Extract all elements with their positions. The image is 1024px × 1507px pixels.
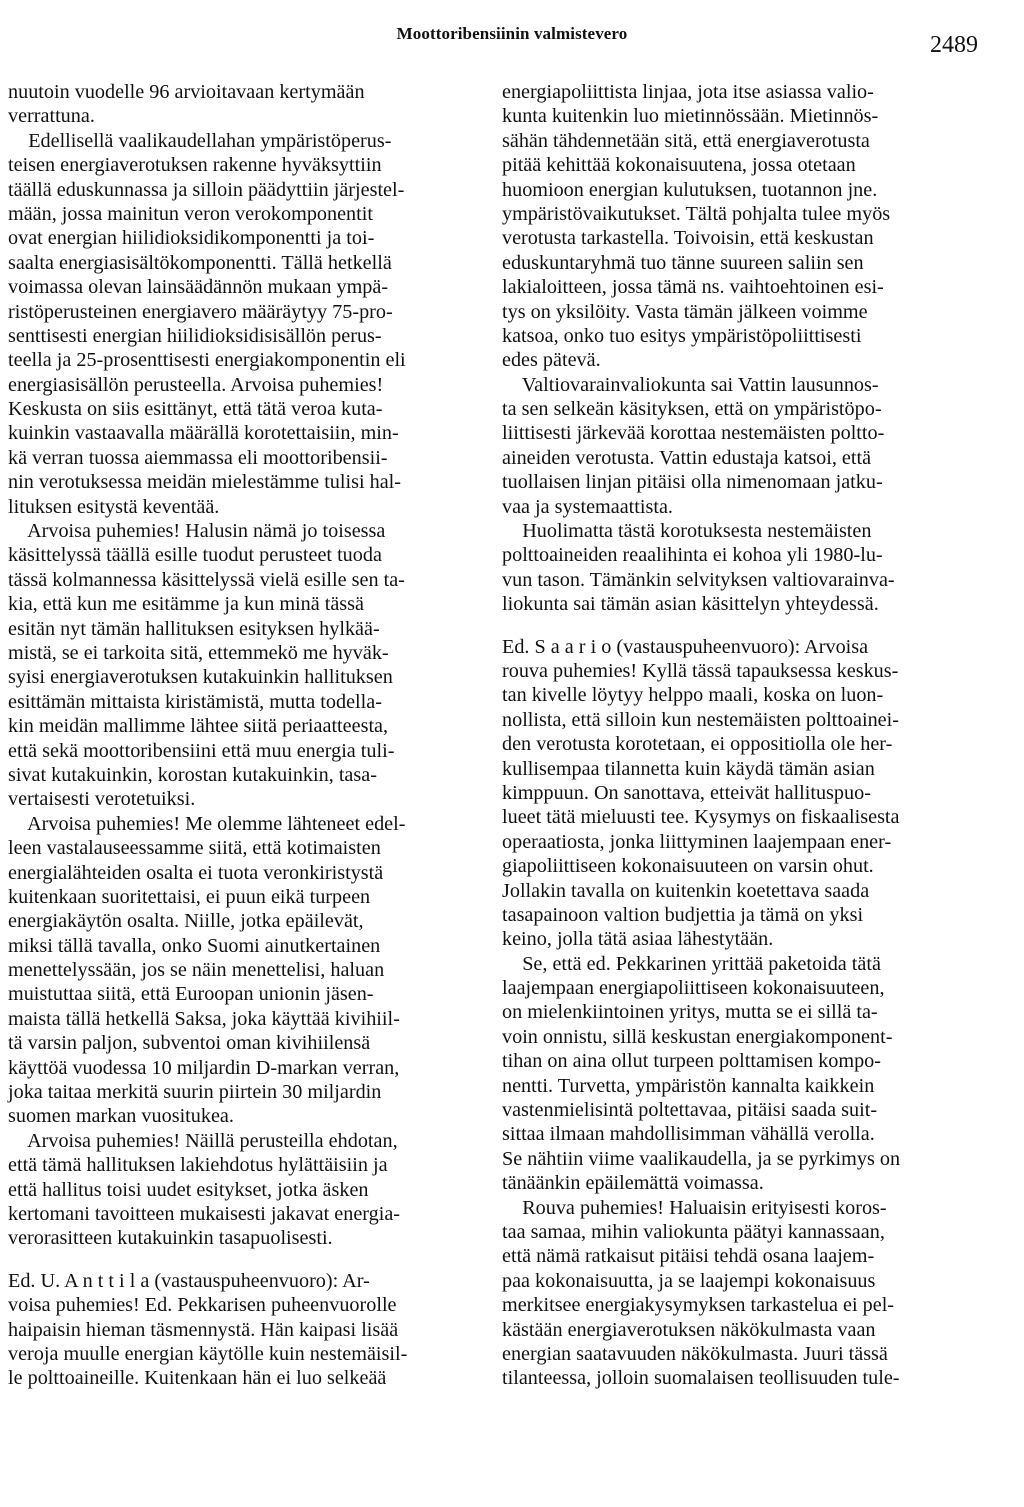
text-line: Rouva puhemies! Haluaisin erityisesti koros- (502, 1196, 887, 1219)
text-line: kuinkin vastaavalla määrällä korotettaisiin, min- (8, 422, 399, 445)
text-line: kertomani tavoitteen mukaisesti jakavat energia- (8, 1202, 401, 1225)
text-line: Ed. S a a r i o (vastauspuheenvuoro): Arvoisa (502, 635, 869, 658)
text-line: suomen markan vuositukea. (8, 1105, 234, 1128)
text-line: Arvoisa puhemies! Me olemme lähteneet edel- (8, 812, 406, 835)
text-line: ympäristövaikutukset. Tältä pohjalta tulee myös (502, 202, 891, 225)
text-line: energian saatavuuden näkökulmasta. Juuri tässä (502, 1342, 888, 1365)
text-line: huomioon energian kulutuksen, tuotannon jne. (502, 178, 878, 201)
text-line: vaa ja systemaattista. (502, 495, 673, 518)
text-line: on mielenkiintoinen yritys, mutta se ei sillä ta- (502, 1001, 878, 1024)
text-line: kia, että kun me esitämme ja kun minä tässä (8, 593, 364, 616)
text-line: nuutoin vuodelle 96 arvioitavaan kertymään (8, 81, 365, 103)
text-line: tässä kolmannessa käsittelyssä vielä esille sen ta- (8, 568, 405, 591)
text-line: tasapainoon valtion budjettia ja tämä on yksi (502, 903, 864, 926)
text-line: den verotusta korotetaan, ei oppositiolla ole her- (502, 733, 893, 756)
text-line: rouva puhemies! Kyllä tässä tapauksessa keskus- (502, 659, 899, 682)
text-line: voisa puhemies! Ed. Pekkarisen puheenvuorolle (8, 1294, 397, 1317)
text-line: taa samaa, mihin valiokunta päätyi kannassaan, (502, 1220, 885, 1243)
text-line: käsittelyssä täällä esille tuodut perusteet tuoda (8, 544, 382, 567)
text-line: käyttöä vuodessa 10 miljardin D-markan verran, (8, 1056, 400, 1079)
text-line: mään, jossa mainitun veron verokomponentit (8, 202, 373, 225)
text-line: Se, että ed. Pekkarinen yrittää paketoida tätä (502, 952, 881, 975)
text-line: sähän tähdennetään sitä, että energiaverotusta (502, 129, 870, 152)
text-line: laajempaan energiapoliittiseen kokonaisuuteen, (502, 977, 885, 1000)
text-line: sivat kutakuinkin, korostan kutakuinkin, tasa- (8, 763, 377, 786)
right-column (502, 80, 976, 1391)
text-line: kullisempaa tilannetta kuin käydä tämän asian (502, 757, 875, 780)
text-line: Edellisellä vaalikaudellahan ympäristöperus- (8, 129, 392, 152)
text-line: vastenmielisintä poltettavaa, pitäisi saada suit- (502, 1099, 878, 1122)
text-line: energiapoliittista linjaa, jota itse asiassa valio- (502, 81, 874, 103)
text-line: mistä, se ei tarkoita sitä, ettemmekö me hyväk- (8, 641, 389, 664)
text-line: operaatiosta, jonka liittyminen laajempaan ener- (502, 830, 892, 853)
text-line: teisen energiaverotuksen rakenne hyväksyttiin (8, 154, 382, 177)
text-line: merkitsee energiakysymyksen tarkastelua ei pel- (502, 1294, 895, 1317)
text-line: tänäänkin epäilemättä voimassa. (502, 1172, 764, 1195)
text-line: nentti. Turvetta, ympäristön kannalta kaikkein (502, 1074, 875, 1097)
text-line: giapoliittiseen kokonaisuuteen on varsin ohut. (502, 855, 874, 878)
text-line: Valtiovarainvaliokunta sai Vattin lausunnos- (502, 373, 879, 396)
text-line: että nämä ratkaisut pitäisi tehdä osana laajem- (502, 1245, 875, 1268)
text-line: tan kivelle löytyy helppo maali, koska on luon- (502, 684, 884, 707)
text-line: kimppuun. On sanottava, etteivät hallituspuo- (502, 781, 871, 804)
text-line: kuitenkaan suoritettaisi, ei puun eikä turpeen (8, 885, 371, 908)
text-line: saalta energiasisältökomponentti. Tällä hetkellä (8, 251, 392, 274)
text-line: tihan on aina ollut turpeen polttamisen kompo- (502, 1050, 881, 1073)
text-line: keino, jolla tätä asiaa lähestytään. (502, 928, 774, 951)
text-line: veroja muulle energian käytölle kuin nestemäisil- (8, 1342, 408, 1365)
text-line: paa kokonaisuutta, ja se laajempi kokonaisuus (502, 1269, 876, 1292)
text-line: edes pätevä. (502, 349, 601, 372)
text-line: ovat energian hiilidioksidikomponentti ja toi- (8, 227, 375, 250)
text-line: energiakäytön osalta. Niille, jotka epäilevät, (8, 910, 364, 933)
text-line: että tämä hallituksen lakiehdotus hylättäisiin ja (8, 1154, 388, 1177)
text-line: eduskuntaryhmä tuo tänne suureen saliin sen (502, 251, 864, 274)
text-line: le polttoaineille. Kuitenkaan hän ei luo selkeää (8, 1367, 387, 1390)
text-line: että sekä moottoribensiini että muu energia tuli- (8, 739, 395, 762)
text-line: maista tällä hetkellä Saksa, joka käyttää kivihiil- (8, 1007, 400, 1030)
text-line: polttoaineiden reaalihinta ei kohoa yli 1980-lu- (502, 544, 883, 567)
text-line: Huolimatta tästä korotuksesta nestemäisten (502, 520, 872, 543)
text-line: verorasitteen kutakuinkin tasapuolisesti. (8, 1227, 333, 1250)
text-line: Ed. U. A n t t i l a (vastauspuheenvuoro): Ar- (8, 1269, 370, 1292)
text-line: esitän nyt tämän hallituksen esityksen hylkää- (8, 617, 380, 640)
text-line: tilanteessa, jolloin suomalaisen teollisuuden tule- (502, 1367, 900, 1390)
text-line: katsoa, onko tuo esitys ympäristöpoliittisesti (502, 324, 862, 347)
text-line: lueet tätä mieluusti tee. Kysymys on fiskaalisesta (502, 806, 900, 829)
text-line: muistuttaa siitä, että Euroopan unionin jäsen- (8, 983, 374, 1006)
text-line: voin onnistu, sillä keskustan energiakomponent- (502, 1025, 893, 1048)
text-line: lakialoitteen, jossa tämä ns. vaihtoehtoinen esi- (502, 276, 884, 299)
text-line: esittämän mittaista kiristämistä, mutta todella- (8, 690, 382, 713)
text-line: sittaa ilmaan mahdollisimman vähällä verolla. (502, 1123, 875, 1146)
text-line: menettelyssään, jos se näin menettelisi, haluan (8, 959, 385, 982)
text-line: Arvoisa puhemies! Näillä perusteilla ehdotan, (8, 1129, 398, 1152)
text-line: verrattuna. (8, 105, 95, 128)
page-number: 2489 (930, 32, 978, 58)
text-line: Arvoisa puhemies! Halusin nämä jo toisessa (8, 520, 386, 543)
text-line: verotusta tarkastella. Toivoisin, että keskustan (502, 227, 874, 250)
text-line: Jollakin tavalla on kuitenkin koetettava saada (502, 879, 870, 902)
text-line: nin verotuksessa meidän mielestämme tulisi hal- (8, 471, 402, 494)
text-line: voimassa olevan lainsäädännön mukaan ympä- (8, 276, 389, 299)
text-line: että hallitus toisi uudet esitykset, jotka äsken (8, 1178, 369, 1201)
running-title: Moottoribensiinin valmistevero (396, 24, 628, 43)
text-line: lituksen esitystä keventää. (8, 495, 220, 518)
text-line: Se nähtiin viime vaalikaudella, ja se pyrkimys on (502, 1147, 901, 1170)
text-line: täällä eduskunnassa ja silloin päädyttiin järjestel- (8, 178, 405, 201)
text-line: kin meidän mallimme lähtee siitä periaatteesta, (8, 715, 389, 738)
text-line: joka taitaa merkitä suurin piirtein 30 miljardin (8, 1081, 382, 1104)
text-line: liittisesti järkevää korottaa nestemäisten poltto- (502, 422, 885, 445)
text-line: tys on yksilöity. Vasta tämän jälkeen voimme (502, 300, 868, 323)
text-line: leen vastalauseessamme siitä, että kotimaisten (8, 837, 381, 860)
text-line: miksi tällä tavalla, onko Suomi ainutkertainen (8, 934, 381, 957)
text-line: aineiden verotusta. Vattin edustaja katsoi, että (502, 446, 872, 469)
text-line: tuollaisen linjan pitäisi olla nimenomaan jatku- (502, 471, 883, 494)
text-line: ta sen selkeän käsityksen, että on ympäristöpo- (502, 398, 882, 421)
text-line: energialähteiden osalta ei tuota veronkiristystä (8, 861, 384, 884)
text-line: kunta kuitenkin luo mietinnössään. Mietinnös- (502, 105, 879, 128)
text-line: kä verran tuossa aiemmassa eli moottoribensii- (8, 446, 388, 469)
text-line: teella ja 25-prosenttisesti energiakomponentin eli (8, 349, 406, 372)
text-line: ristöperusteinen energiavero määräytyy 75-pro- (8, 300, 393, 323)
text-line: Keskusta on siis esittänyt, että tätä veroa kuta- (8, 398, 383, 421)
left-column (8, 80, 482, 1391)
text-line: pitää kehittää kokonaisuutena, jossa otetaan (502, 154, 856, 177)
text-line: vun tason. Tämänkin selvityksen valtiovarainva- (502, 568, 895, 591)
text-line: nollista, että silloin kun nestemäisten polttoainei- (502, 708, 899, 731)
text-line: liokunta sai tämän asian käsittelyn yhteydessä. (502, 593, 879, 616)
text-line: kästään energiaverotuksen näkökulmasta vaan (502, 1318, 876, 1341)
text-line: tä varsin paljon, subventoi oman kivihiilensä (8, 1032, 371, 1055)
text-line: senttisesti energian hiilidioksidisisällön perus- (8, 324, 382, 347)
text-line: haipaisin hieman täsmennystä. Hän kaipasi lisää (8, 1318, 399, 1341)
text-line: energiasisällön perusteella. Arvoisa puhemies! (8, 373, 384, 396)
text-line: syisi energiaverotuksen kutakuinkin hallituksen (8, 666, 393, 689)
text-line: vertaisesti verotetuiksi. (8, 788, 196, 811)
